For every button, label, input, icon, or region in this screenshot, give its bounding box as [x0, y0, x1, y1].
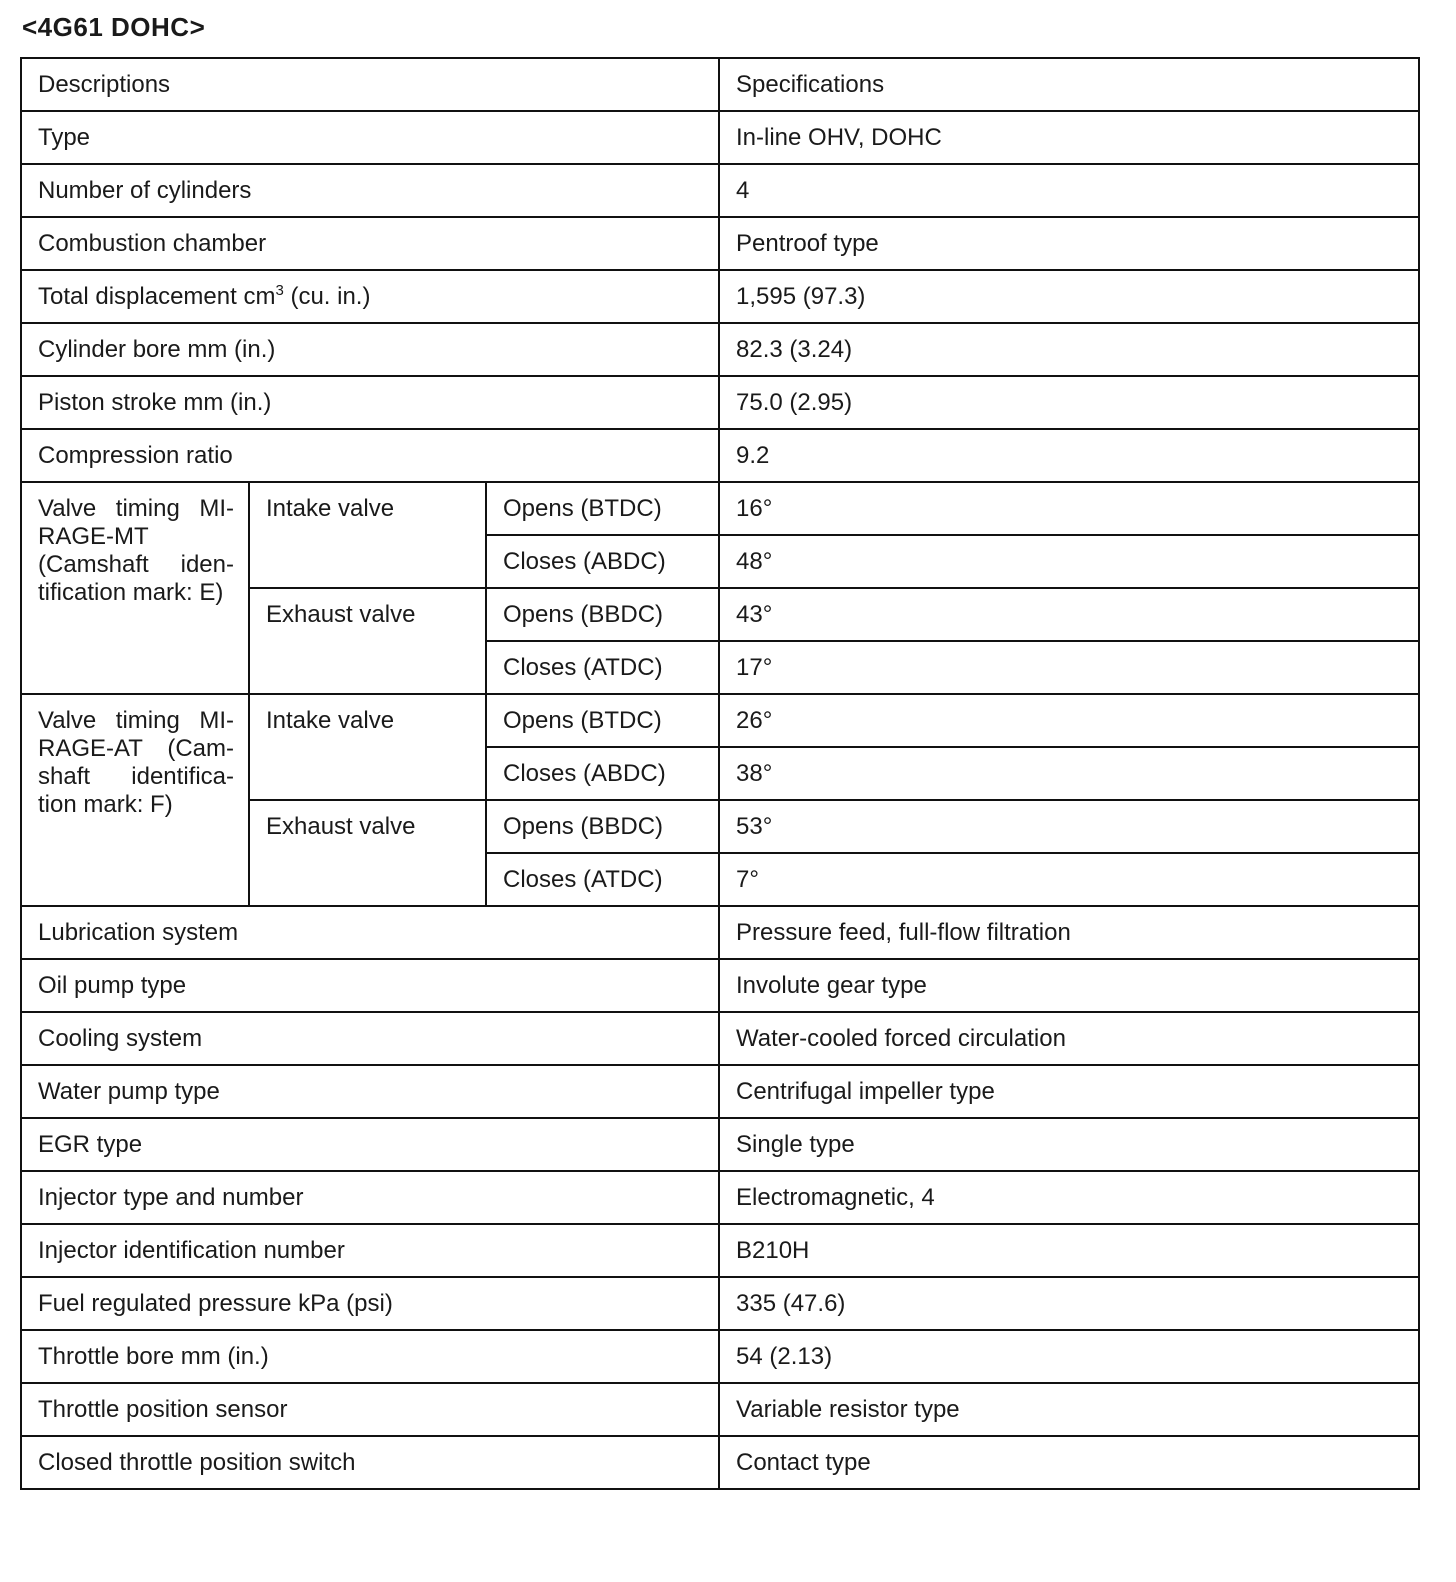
row-label: Throttle position sensor [21, 1383, 719, 1436]
timing-value: 48° [719, 535, 1419, 588]
table-row [21, 270, 1419, 323]
row-value: B210H [719, 1224, 1419, 1277]
label-text: Total displacement cm [38, 282, 276, 310]
row-label: Cylinder bore mm (in.) [21, 323, 719, 376]
row-label: Number of cylinders [21, 164, 719, 217]
row-value: 9.2 [719, 429, 1419, 482]
valve-timing-group-label: Valve timing MI-RAGE-MT (Camshaft iden-tification mark: E) [21, 482, 249, 694]
timing-label: Opens (BBDC) [486, 800, 719, 853]
table-row [21, 217, 1419, 270]
row-value: In-line OHV, DOHC [719, 111, 1419, 164]
header-row [21, 58, 1419, 111]
timing-label: Closes (ATDC) [486, 641, 719, 694]
row-label: Oil pump type [21, 959, 719, 1012]
row-label: Injector type and number [21, 1171, 719, 1224]
row-value: Electromagnetic, 4 [719, 1171, 1419, 1224]
timing-value: 26° [719, 694, 1419, 747]
timing-label: Opens (BTDC) [486, 482, 719, 535]
row-value: Water-cooled forced circulation [719, 1012, 1419, 1065]
timing-label: Opens (BTDC) [486, 694, 719, 747]
timing-value: 17° [719, 641, 1419, 694]
table-row [21, 694, 1419, 747]
table-row [21, 323, 1419, 376]
timing-label: Closes (ABDC) [486, 747, 719, 800]
timing-value: 38° [719, 747, 1419, 800]
timing-value: 53° [719, 800, 1419, 853]
row-value: Variable resistor type [719, 1383, 1419, 1436]
row-label: EGR type [21, 1118, 719, 1171]
table-row [21, 164, 1419, 217]
row-label: Compression ratio [21, 429, 719, 482]
table-row [21, 1330, 1419, 1383]
timing-label: Closes (ABDC) [486, 535, 719, 588]
row-label: Lubrication system [21, 906, 719, 959]
table-row [21, 1436, 1419, 1489]
spec-table [20, 57, 1420, 1490]
row-value: Pentroof type [719, 217, 1419, 270]
row-value: Pressure feed, full-flow filtration [719, 906, 1419, 959]
header-descriptions: Descriptions [21, 58, 719, 111]
row-label: Type [21, 111, 719, 164]
row-value: 82.3 (3.24) [719, 323, 1419, 376]
row-label-displacement [21, 270, 719, 323]
row-label: Injector identification number [21, 1224, 719, 1277]
row-value: Contact type [719, 1436, 1419, 1489]
table-row [21, 1277, 1419, 1330]
table-row [21, 1012, 1419, 1065]
table-row [21, 1224, 1419, 1277]
row-label: Piston stroke mm (in.) [21, 376, 719, 429]
valve-label: Exhaust valve [249, 800, 486, 906]
row-value: 1,595 (97.3) [719, 270, 1419, 323]
row-value: Single type [719, 1118, 1419, 1171]
row-label: Throttle bore mm (in.) [21, 1330, 719, 1383]
header-specifications: Specifications [719, 58, 1419, 111]
valve-label: Intake valve [249, 694, 486, 800]
row-value: 335 (47.6) [719, 1277, 1419, 1330]
table-row [21, 1383, 1419, 1436]
row-value: 4 [719, 164, 1419, 217]
table-row [21, 429, 1419, 482]
row-value: 54 (2.13) [719, 1330, 1419, 1383]
timing-value: 16° [719, 482, 1419, 535]
page-title: <4G61 DOHC> [22, 12, 206, 42]
row-label: Combustion chamber [21, 217, 719, 270]
table-row [21, 482, 1419, 535]
table-row [21, 959, 1419, 1012]
row-label: Closed throttle position switch [21, 1436, 719, 1489]
table-row [21, 111, 1419, 164]
row-value: Centrifugal impeller type [719, 1065, 1419, 1118]
label-text: (cu. in.) [283, 282, 371, 310]
table-row [21, 1065, 1419, 1118]
row-value: Involute gear type [719, 959, 1419, 1012]
row-label: Water pump type [21, 1065, 719, 1118]
row-label: Cooling system [21, 1012, 719, 1065]
table-row [21, 1118, 1419, 1171]
timing-label: Closes (ATDC) [486, 853, 719, 906]
row-label: Fuel regulated pressure kPa (psi) [21, 1277, 719, 1330]
valve-timing-group-label: Valve timing MI-RAGE-AT (Cam-shaft identifica-tion mark: F) [21, 694, 249, 906]
valve-label: Exhaust valve [249, 588, 486, 694]
table-row [21, 906, 1419, 959]
row-value: 75.0 (2.95) [719, 376, 1419, 429]
timing-value: 43° [719, 588, 1419, 641]
table-row [21, 376, 1419, 429]
valve-label: Intake valve [249, 482, 486, 588]
timing-label: Opens (BBDC) [486, 588, 719, 641]
table-row [21, 1171, 1419, 1224]
superscript: 3 [275, 281, 284, 299]
timing-value: 7° [719, 853, 1419, 906]
